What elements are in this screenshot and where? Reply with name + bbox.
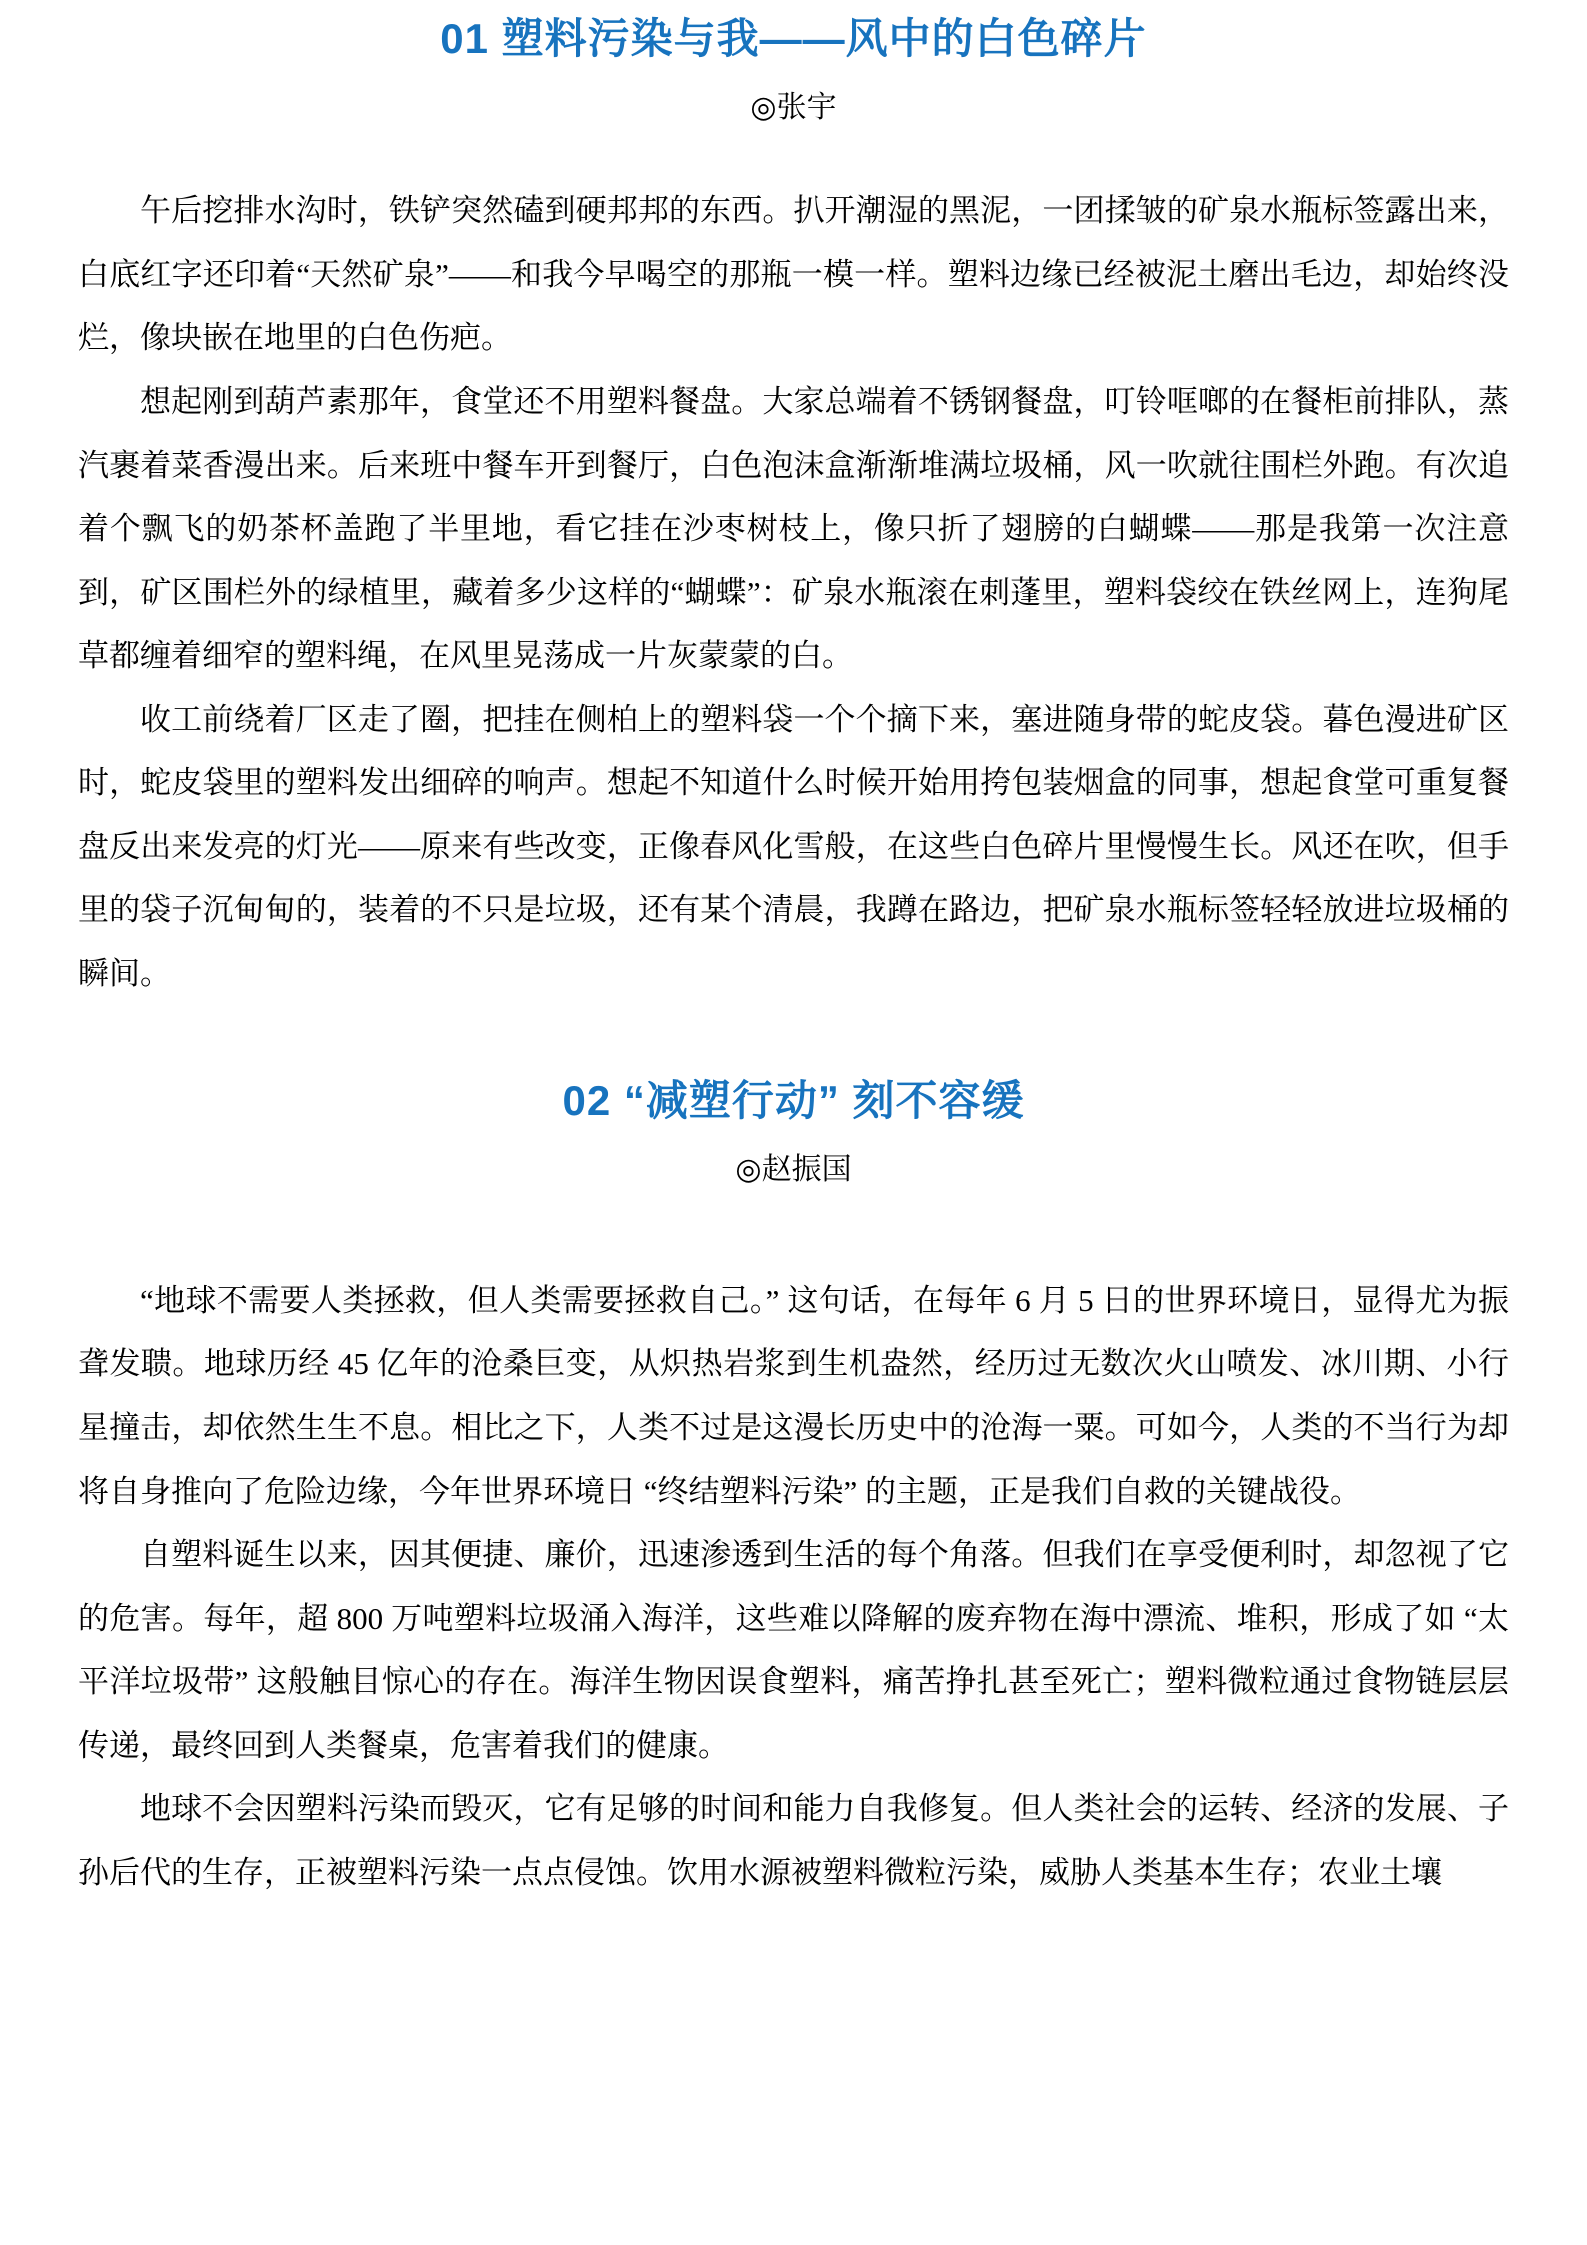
- paragraph: 收工前绕着厂区走了圈，把挂在侧柏上的塑料袋一个个摘下来，塞进随身带的蛇皮袋。暮色漫进矿区时，蛇皮袋里的塑料发出细碎的响声。想起不知道什么时候开始用挎包装烟盒的同事，想起食堂可重复餐盘反出来发亮的灯光——原来有些改变，正像春风化雪般，在这些白色碎片里慢慢生长。风还在吹，但手里的袋子沉甸甸的，装着的不只是垃圾，还有某个清晨，我蹲在路边，把矿泉水瓶标签轻轻放进垃圾桶的瞬间。: [78, 701, 1509, 991]
- article-1-author: ◎张宇: [750, 91, 837, 125]
- article-1: [78, 14, 1509, 1006]
- article-2: [78, 1076, 1509, 1905]
- article-2-author: ◎赵振国: [735, 1152, 852, 1186]
- paragraph: 午后挖排水沟时，铁铲突然磕到硬邦邦的东西。扒开潮湿的黑泥，一团揉皱的矿泉水瓶标签露出来，白底红字还印着“天然矿泉”——和我今早喝空的那瓶一模一样。塑料边缘已经被泥土磨出毛边，却始终没烂，像块嵌在地里的白色伤疤。: [78, 193, 1509, 356]
- article-2-title: 02 “减塑行动” 刻不容缓: [562, 1076, 1025, 1124]
- article-1-title: 01 塑料污染与我——风中的白色碎片: [440, 15, 1147, 62]
- paragraph: 想起刚到葫芦素那年，食堂还不用塑料餐盘。大家总端着不锈钢餐盘，叮铃哐啷的在餐柜前排队，蒸汽裹着菜香漫出来。后来班中餐车开到餐厅，白色泡沫盒渐渐堆满垃圾桶，风一吹就往围栏外跑。有次追着个飘飞的奶茶杯盖跑了半里地，看它挂在沙枣树枝上，像只折了翅膀的白蝴蝶——那是我第一次注意到，矿区围栏外的绿植里，藏着多少这样的“蝴蝶”：矿泉水瓶滚在刺蓬里，塑料袋绞在铁丝网上，连狗尾草都缠着细窄的塑料绳，在风里晃荡成一片灰蒙蒙的白。: [78, 384, 1509, 674]
- paragraph: “地球不需要人类拯救，但人类需要拯救自己。” 这句话，在每年 6 月 5 日的世界环境日，显得尤为振聋发聩。地球历经 45 亿年的沧桑巨变，从炽热岩浆到生机盎然，经历过无数次火山喷发、冰川期、小行星撞击，却依然生生不息。相比之下，人类不过是这漫长历史中的沧海一粟。可如今，人类的不当行为却将自身推向了危险边缘，今年世界环境日 “终结塑料污染” 的主题，正是我们自救的关键战役。: [78, 1282, 1509, 1509]
- paragraph: 地球不会因塑料污染而毁灭，它有足够的时间和能力自我修复。但人类社会的运转、经济的发展、子孙后代的生存，正被塑料污染一点点侵蚀。饮用水源被塑料微粒污染，威胁人类基本生存；农业土壤: [78, 1791, 1509, 1890]
- paragraph: 自塑料诞生以来，因其便捷、廉价，迅速渗透到生活的每个角落。但我们在享受便利时，却忽视了它的危害。每年，超 800 万吨塑料垃圾涌入海洋，这些难以降解的废弃物在海中漂流、堆积，形成了如 “太平洋垃圾带” 这般触目惊心的存在。海洋生物因误食塑料，痛苦挣扎甚至死亡；塑料微粒通过食物链层层传递，最终回到人类餐桌，危害着我们的健康。: [78, 1537, 1509, 1763]
